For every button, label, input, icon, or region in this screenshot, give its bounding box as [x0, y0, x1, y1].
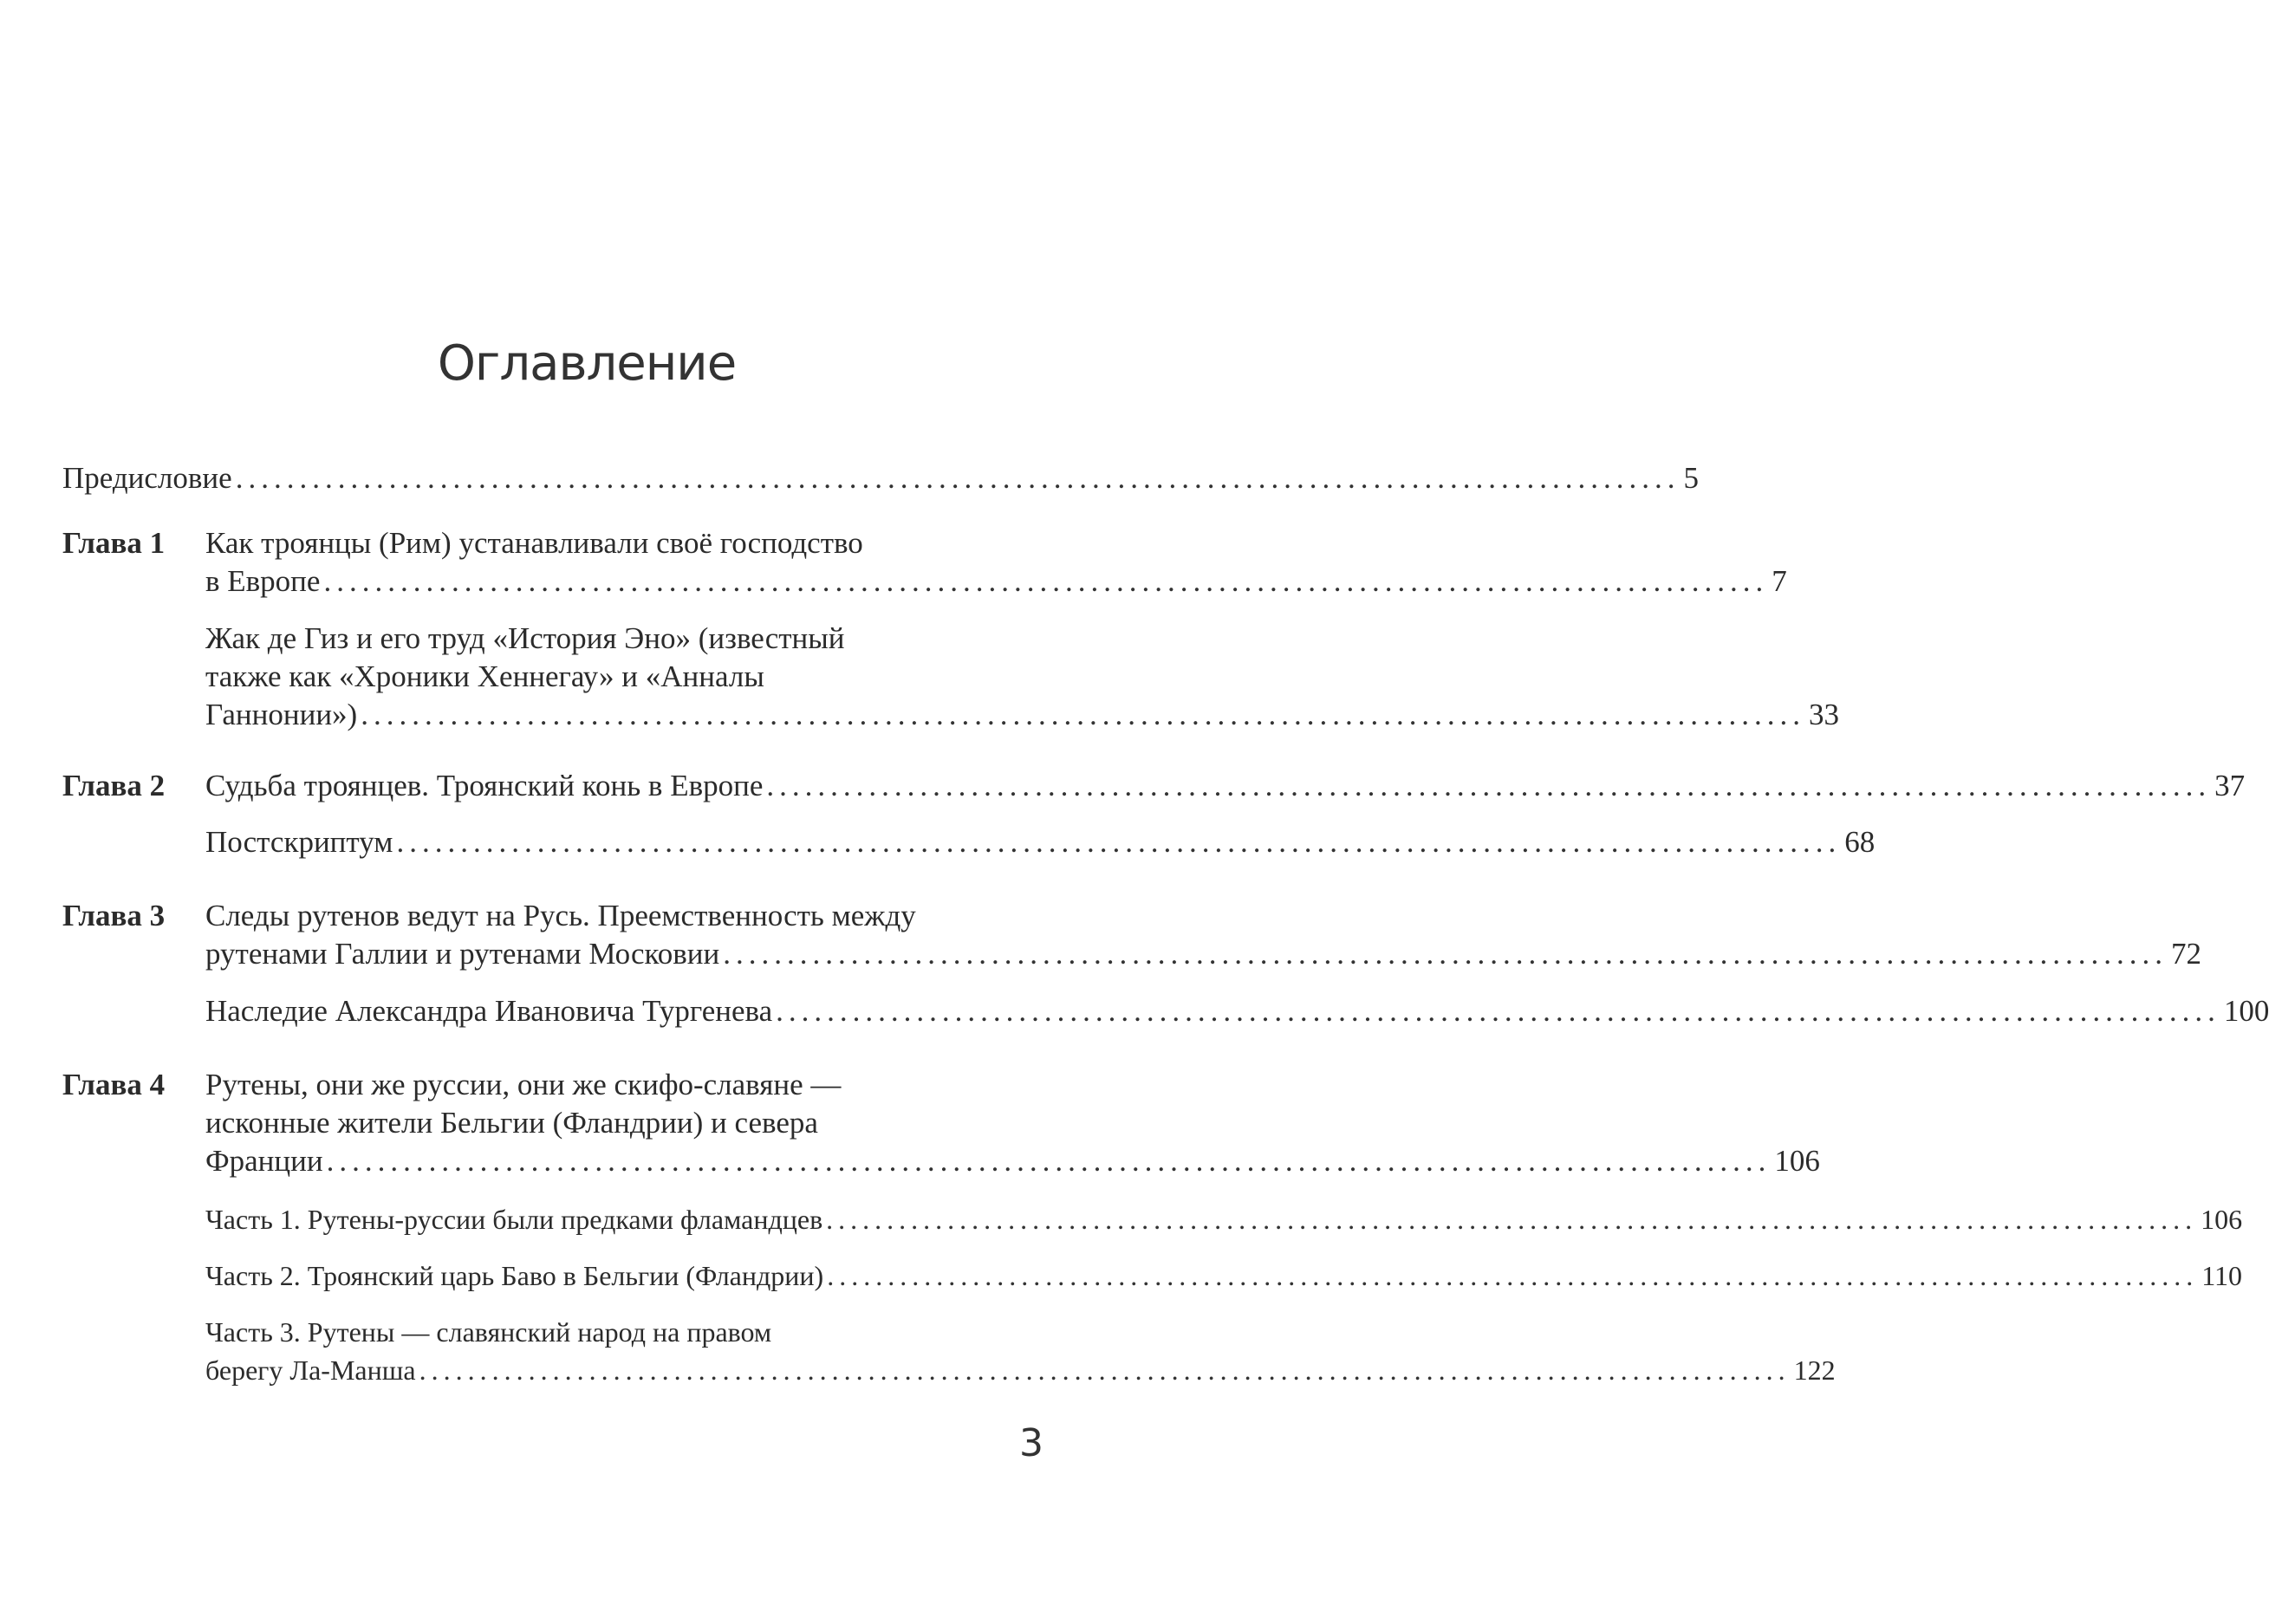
dot-leader: .................................................................................................................: [826, 1204, 2198, 1235]
entry-page: 122: [1793, 1354, 1836, 1386]
entry-title: Часть 1. Рутены-руссии были предками фламандцев: [205, 1204, 823, 1235]
entry-page: 37: [2214, 769, 2246, 802]
entry-page: 106: [1774, 1144, 1820, 1178]
entry-title-line-3: Франции: [205, 1144, 323, 1178]
dot-leader: .................................................................................................................: [723, 937, 2168, 971]
entry-title-line-3: Ганнонии»): [205, 698, 358, 731]
dot-leader: .................................................................................................................: [419, 1354, 1791, 1386]
entry-title: Постскриптум: [205, 825, 393, 859]
entry-title-line-1: Жак де Гиз и его труд «История Эно» (известный: [205, 621, 845, 655]
entry-title-line-1: Рутены, они же руссии, они же скифо-славяне —: [205, 1068, 842, 1101]
entry-page: 5: [1683, 461, 1699, 495]
dot-leader: .................................................................................................................: [361, 698, 1805, 731]
entry-page: 106: [2201, 1204, 2243, 1235]
dot-leader: .................................................................................................................: [766, 769, 2212, 802]
entry-page: 110: [2201, 1260, 2242, 1291]
chapter-label: Глава 1: [62, 526, 166, 560]
entry-title-line-2: исконные жители Бельгии (Фландрии) и севера: [205, 1106, 818, 1140]
dot-leader: .................................................................................................................: [235, 461, 1681, 495]
entry-title-line-2: берегу Ла-Манша: [205, 1354, 416, 1386]
chapter-label: Глава 2: [62, 769, 166, 802]
entry-title-line-1: Как троянцы (Рим) устанавливали своё господство: [205, 526, 863, 560]
entry-title-line-1: Следы рутенов ведут на Русь. Преемственность между: [205, 899, 916, 932]
entry-title-line-2: в Европе: [205, 564, 321, 598]
entry-title-line-2: рутенами Галлии и рутенами Московии: [205, 937, 720, 971]
chapter-label: Глава 3: [62, 899, 166, 932]
entry-title-line-1: Часть 3. Рутены — славянский народ на правом: [205, 1316, 772, 1348]
dot-leader: .................................................................................................................: [396, 825, 1842, 859]
dot-leader: .................................................................................................................: [326, 1144, 1772, 1178]
entry-page: 100: [2223, 994, 2269, 1028]
page-title: Оглавление: [437, 335, 737, 392]
entry-title: Судьба троянцев. Троянский конь в Европе: [205, 769, 764, 802]
page-number: 3: [1019, 1421, 1043, 1465]
dot-leader: .................................................................................................................: [776, 994, 2220, 1028]
entry-page: 33: [1808, 698, 1839, 731]
entry-page: 7: [1772, 564, 1787, 598]
entry-title-line-2: также как «Хроники Хеннегау» и «Анналы: [205, 659, 764, 693]
entry-page: 72: [2170, 937, 2201, 971]
dot-leader: .................................................................................................................: [323, 564, 1769, 598]
chapter-label: Глава 4: [62, 1068, 166, 1101]
entry-title: Предисловие: [62, 461, 232, 495]
entry-page: 68: [1844, 825, 1876, 859]
entry-title: Наследие Александра Ивановича Тургенева: [205, 994, 773, 1028]
dot-leader: .................................................................................................................: [827, 1260, 2199, 1291]
entry-title: Часть 2. Троянский царь Баво в Бельгии (Фландрии): [205, 1260, 824, 1291]
